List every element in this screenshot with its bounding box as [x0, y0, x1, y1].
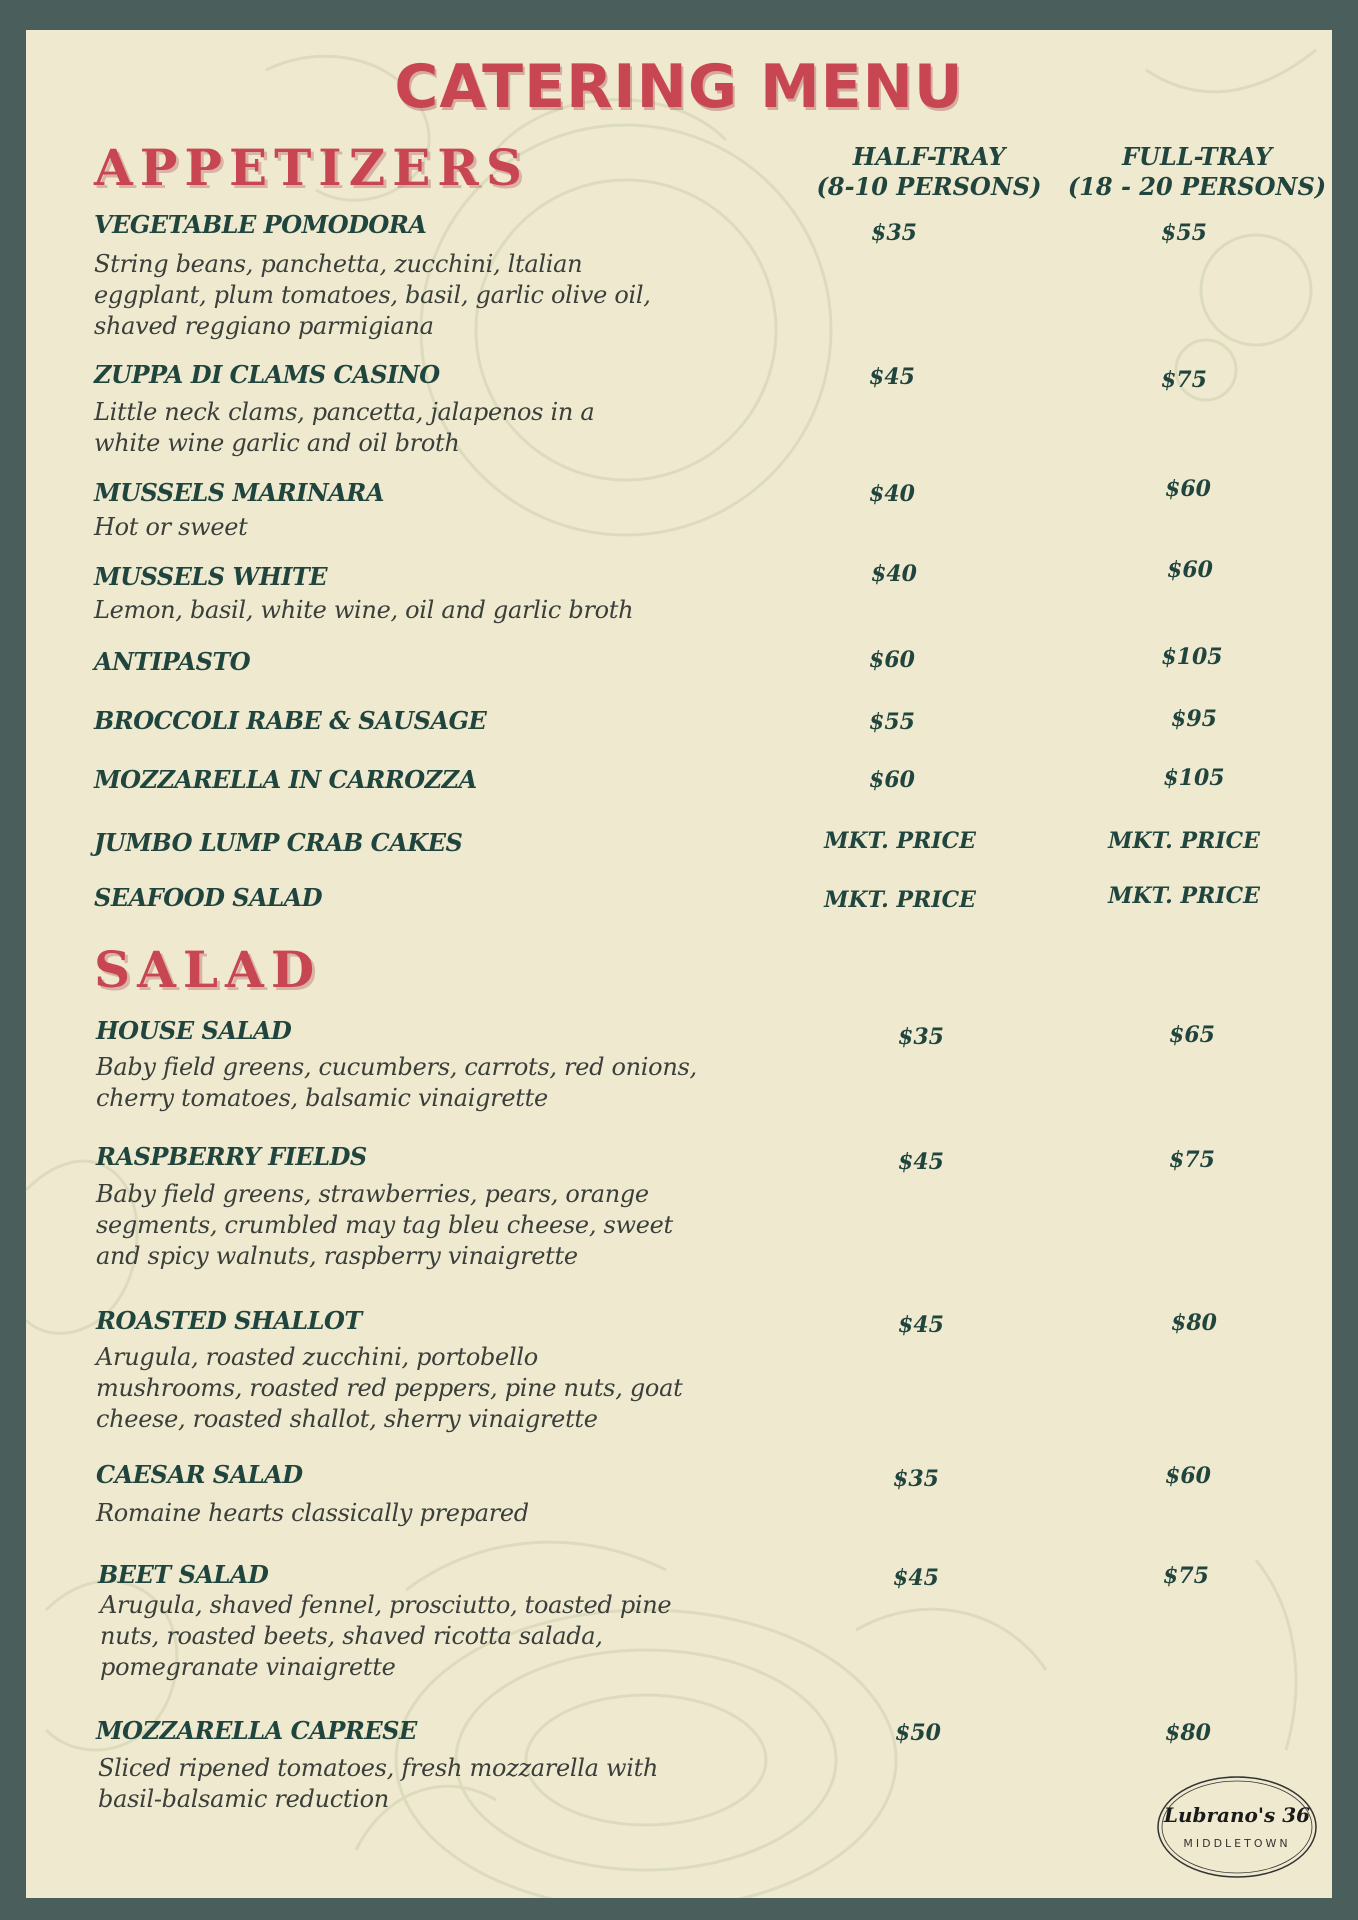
menu-item-description: Sliced ripened tomatoes, fresh mozzarella with basil-balsamic reduction — [98, 1754, 659, 1813]
menu-item-name: ANTIPASTO — [94, 647, 251, 676]
menu-item-description: Romaine hearts classically prepared — [96, 1499, 529, 1527]
half-tray-column-header — [794, 142, 1064, 202]
half-tray-price: $50 — [895, 1720, 941, 1746]
full-tray-price: $105 — [1161, 644, 1223, 670]
half-tray-price: MKT. PRICE — [824, 887, 976, 913]
full-tray-price: $105 — [1163, 765, 1225, 791]
restaurant-logo — [1156, 1775, 1318, 1879]
half-tray-price: $45 — [893, 1565, 939, 1591]
half-tray-price: $40 — [869, 481, 915, 507]
full-tray-price: $75 — [1163, 1563, 1209, 1589]
menu-item-name: CAESAR SALAD — [96, 1460, 303, 1489]
full-tray-price: $95 — [1171, 706, 1217, 732]
logo-name: Lubrano's 36 — [1163, 1803, 1311, 1827]
menu-page — [26, 30, 1332, 1898]
menu-item-description: Arugula, shaved fennel, prosciutto, toasted pine nuts, roasted beets, shaved ricotta salada, pomegranate vinaigrette — [100, 1591, 672, 1681]
menu-item-description: Little neck clams, pancetta, jalapenos in a white wine garlic and oil broth — [94, 398, 595, 457]
menu-item-name: JUMBO LUMP CRAB CAKES — [94, 828, 463, 857]
menu-item-name: MOZZARELLA CAPRESE — [96, 1716, 417, 1745]
full-tray-persons: (18 - 20 PERSONS) — [1067, 172, 1327, 201]
full-tray-price: $60 — [1165, 476, 1211, 502]
full-tray-price: $75 — [1161, 367, 1207, 393]
full-tray-price: $80 — [1171, 1310, 1217, 1336]
full-tray-price: $65 — [1169, 1022, 1215, 1048]
menu-item-name: RASPBERRY FIELDS — [96, 1142, 367, 1171]
half-tray-price: $55 — [869, 709, 915, 735]
half-tray-price: $45 — [869, 364, 915, 390]
menu-item-description: Lemon, basil, white wine, oil and garlic broth — [94, 596, 634, 624]
logo-oval — [1156, 1775, 1318, 1879]
half-tray-label: HALF-TRAY — [852, 142, 1006, 171]
full-tray-price: $55 — [1161, 220, 1207, 246]
full-tray-price: $75 — [1169, 1147, 1215, 1173]
menu-item-name: ROASTED SHALLOT — [96, 1306, 362, 1335]
full-tray-column-header — [1062, 142, 1332, 202]
menu-item-name: BEET SALAD — [98, 1560, 269, 1589]
page-title: CATERING MENU — [394, 52, 964, 122]
half-tray-price: $60 — [869, 647, 915, 673]
half-tray-persons: (8-10 PERSONS) — [816, 172, 1042, 201]
menu-item-description: Baby field greens, strawberries, pears, orange segments, crumbled may tag bleu cheese, sweet and spicy walnuts, raspberry vinaigrette — [96, 1180, 673, 1270]
section-heading-salad: SALAD — [94, 940, 322, 999]
section-heading-appetizers: APPETIZERS — [94, 138, 529, 197]
half-tray-price: $45 — [898, 1312, 944, 1338]
menu-item-name: HOUSE SALAD — [96, 1016, 292, 1045]
half-tray-price: MKT. PRICE — [824, 828, 976, 854]
menu-item-description: String beans, panchetta, zucchini, ltalian eggplant, plum tomatoes, basil, garlic olive oil, shaved reggiano parmigiana — [94, 250, 651, 340]
menu-item-name: MUSSELS MARINARA — [94, 478, 384, 507]
full-tray-price: MKT. PRICE — [1108, 828, 1260, 854]
half-tray-price: $40 — [871, 561, 917, 587]
menu-item-name: MOZZARELLA IN CARROZZA — [94, 765, 477, 794]
half-tray-price: $60 — [869, 767, 915, 793]
full-tray-label: FULL-TRAY — [1121, 142, 1273, 171]
menu-item-description: Arugula, roasted zucchini, portobello mushrooms, roasted red peppers, pine nuts, goat cheese, roasted shallot, sherry vinaigrette — [96, 1343, 683, 1433]
full-tray-price: $60 — [1167, 557, 1213, 583]
logo-city: MIDDLETOWN — [1183, 1837, 1291, 1850]
half-tray-price: $35 — [898, 1024, 944, 1050]
menu-item-name: ZUPPA DI CLAMS CASINO — [94, 360, 440, 389]
half-tray-price: $35 — [871, 220, 917, 246]
menu-item-name: MUSSELS WHITE — [94, 562, 327, 591]
menu-item-description: Hot or sweet — [94, 513, 248, 541]
menu-item-description: Baby field greens, cucumbers, carrots, red onions, cherry tomatoes, balsamic vinaigrette — [96, 1053, 697, 1112]
full-tray-price: $80 — [1165, 1720, 1211, 1746]
menu-item-name: BROCCOLI RABE & SAUSAGE — [94, 706, 487, 735]
menu-item-name: SEAFOOD SALAD — [94, 883, 323, 912]
half-tray-price: $45 — [898, 1149, 944, 1175]
full-tray-price: $60 — [1165, 1463, 1211, 1489]
full-tray-price: MKT. PRICE — [1108, 883, 1260, 909]
half-tray-price: $35 — [893, 1466, 939, 1492]
menu-item-name: VEGETABLE POMODORA — [94, 210, 427, 239]
